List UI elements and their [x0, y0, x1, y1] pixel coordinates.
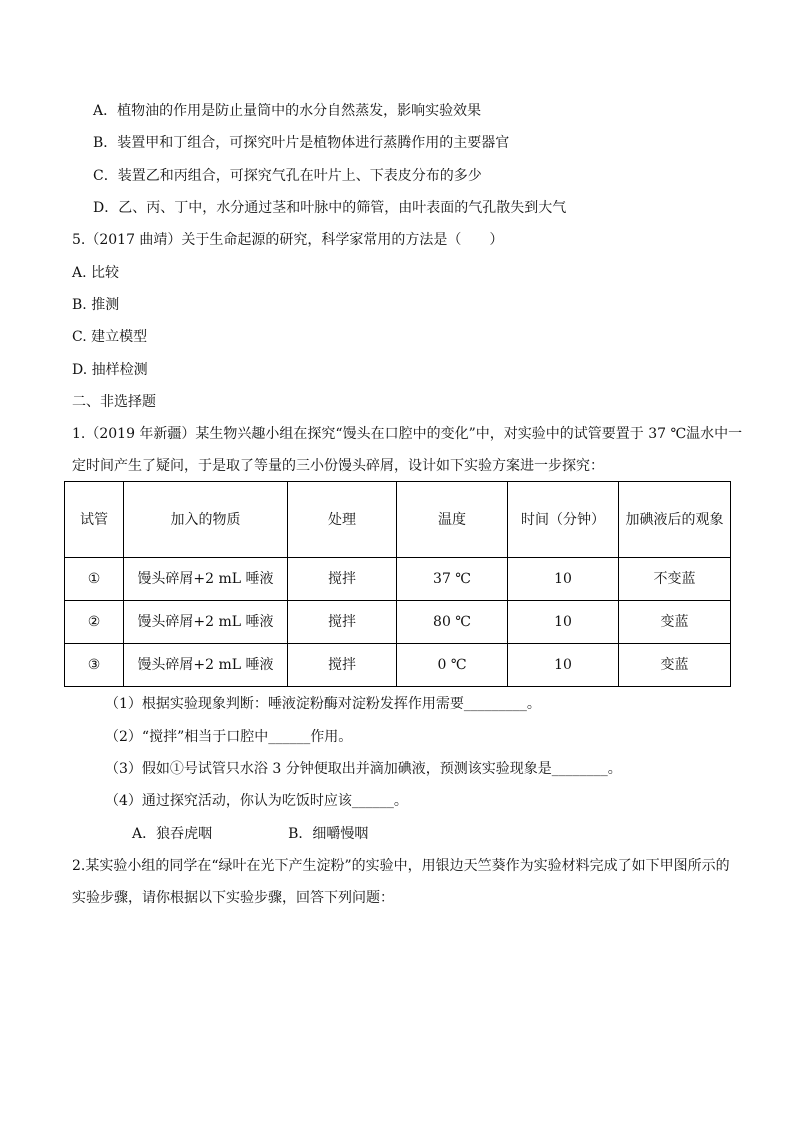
q5-option-a: A. 比较 [72, 265, 120, 281]
q2-stem-line1: 2.某实验小组的同学在“绿叶在光下产生淀粉”的实验中，用银边天竺葵作为实验材料完成了如下甲图所示的 [72, 858, 730, 874]
choice-a: A．狼吞虎咽 [132, 826, 213, 842]
choice-b: B．细嚼慢咽 [288, 826, 369, 842]
header-cell: 加碘液后的观象 [619, 482, 731, 558]
table-cell: 80 ℃ [397, 601, 508, 644]
table-cell: 变蓝 [619, 644, 731, 687]
table-cell: 搅拌 [288, 558, 397, 601]
q2-stem-line2: 实验步骤，请你根据以下实验步骤，回答下列问题： [72, 890, 394, 906]
q1-stem-line2: 定时间产生了疑问，于是取了等量的三小份馒头碎屑，设计如下实验方案进一步探究： [72, 458, 604, 474]
table-cell: 变蓝 [619, 601, 731, 644]
table-cell: 不变蓝 [619, 558, 731, 601]
table-cell: ③ [65, 644, 124, 687]
table-cell: 馒头碎屑+2 mL 唾液 [124, 601, 288, 644]
table-row [65, 558, 731, 601]
table-cell: 37 ℃ [397, 558, 508, 601]
q5-option-d: D. 抽样检测 [72, 362, 148, 378]
q4-option-a: A．植物油的作用是防止量筒中的水分自然蒸发，影响实验效果 [93, 103, 482, 119]
q1-sub-1: （1）根据实验现象判断：唾液淀粉酶对淀粉发挥作用需要_________。 [105, 696, 541, 712]
q5-option-b: B. 推测 [72, 297, 120, 313]
q5-stem: 5.（2017 曲靖）关于生命起源的研究，科学家常用的方法是（ ） [72, 232, 504, 248]
table-cell: 0 ℃ [397, 644, 508, 687]
q1-sub-3: （3）假如①号试管只水浴 3 分钟便取出并滴加碘液，预测该实验现象是________。 [105, 761, 622, 777]
header-cell: 试管 [65, 482, 124, 558]
table-cell: 搅拌 [288, 601, 397, 644]
q1-sub-2: （2）“搅拌”相当于口腔中______作用。 [105, 729, 353, 745]
table-row [65, 644, 731, 687]
header-cell: 处理 [288, 482, 397, 558]
table-cell: 10 [508, 644, 619, 687]
table-cell: ② [65, 601, 124, 644]
table-cell: 搅拌 [288, 644, 397, 687]
q1-sub-4-choices [132, 824, 368, 844]
q1-sub-4: （4）通过探究活动，你认为吃饭时应该______。 [105, 793, 408, 809]
section-title: 二、非选择题 [72, 394, 156, 410]
table-header-row [65, 482, 731, 558]
table-cell: 10 [508, 558, 619, 601]
q4-option-b: B．装置甲和丁组合，可探究叶片是植物体进行蒸腾作用的主要器官 [93, 135, 510, 151]
header-cell: 时间（分钟） [508, 482, 619, 558]
q4-option-c: C．装置乙和丙组合，可探究气孔在叶片上、下表皮分布的多少 [93, 168, 482, 184]
q5-option-c: C. 建立模型 [72, 329, 148, 345]
q4-option-d: D．乙、丙、丁中，水分通过茎和叶脉中的筛管，由叶表面的气孔散失到大气 [93, 200, 567, 216]
experiment-table [64, 481, 731, 687]
header-cell: 温度 [397, 482, 508, 558]
table-cell: 10 [508, 601, 619, 644]
table-cell: 馒头碎屑+2 mL 唾液 [124, 644, 288, 687]
table-row [65, 601, 731, 644]
q1-stem-line1: 1.（2019 年新疆）某生物兴趣小组在探究“馒头在口腔中的变化”中，对实验中的试管要置于 37 ℃温水中一 [72, 426, 743, 442]
header-cell: 加入的物质 [124, 482, 288, 558]
table-cell: ① [65, 558, 124, 601]
table-cell: 馒头碎屑+2 mL 唾液 [124, 558, 288, 601]
